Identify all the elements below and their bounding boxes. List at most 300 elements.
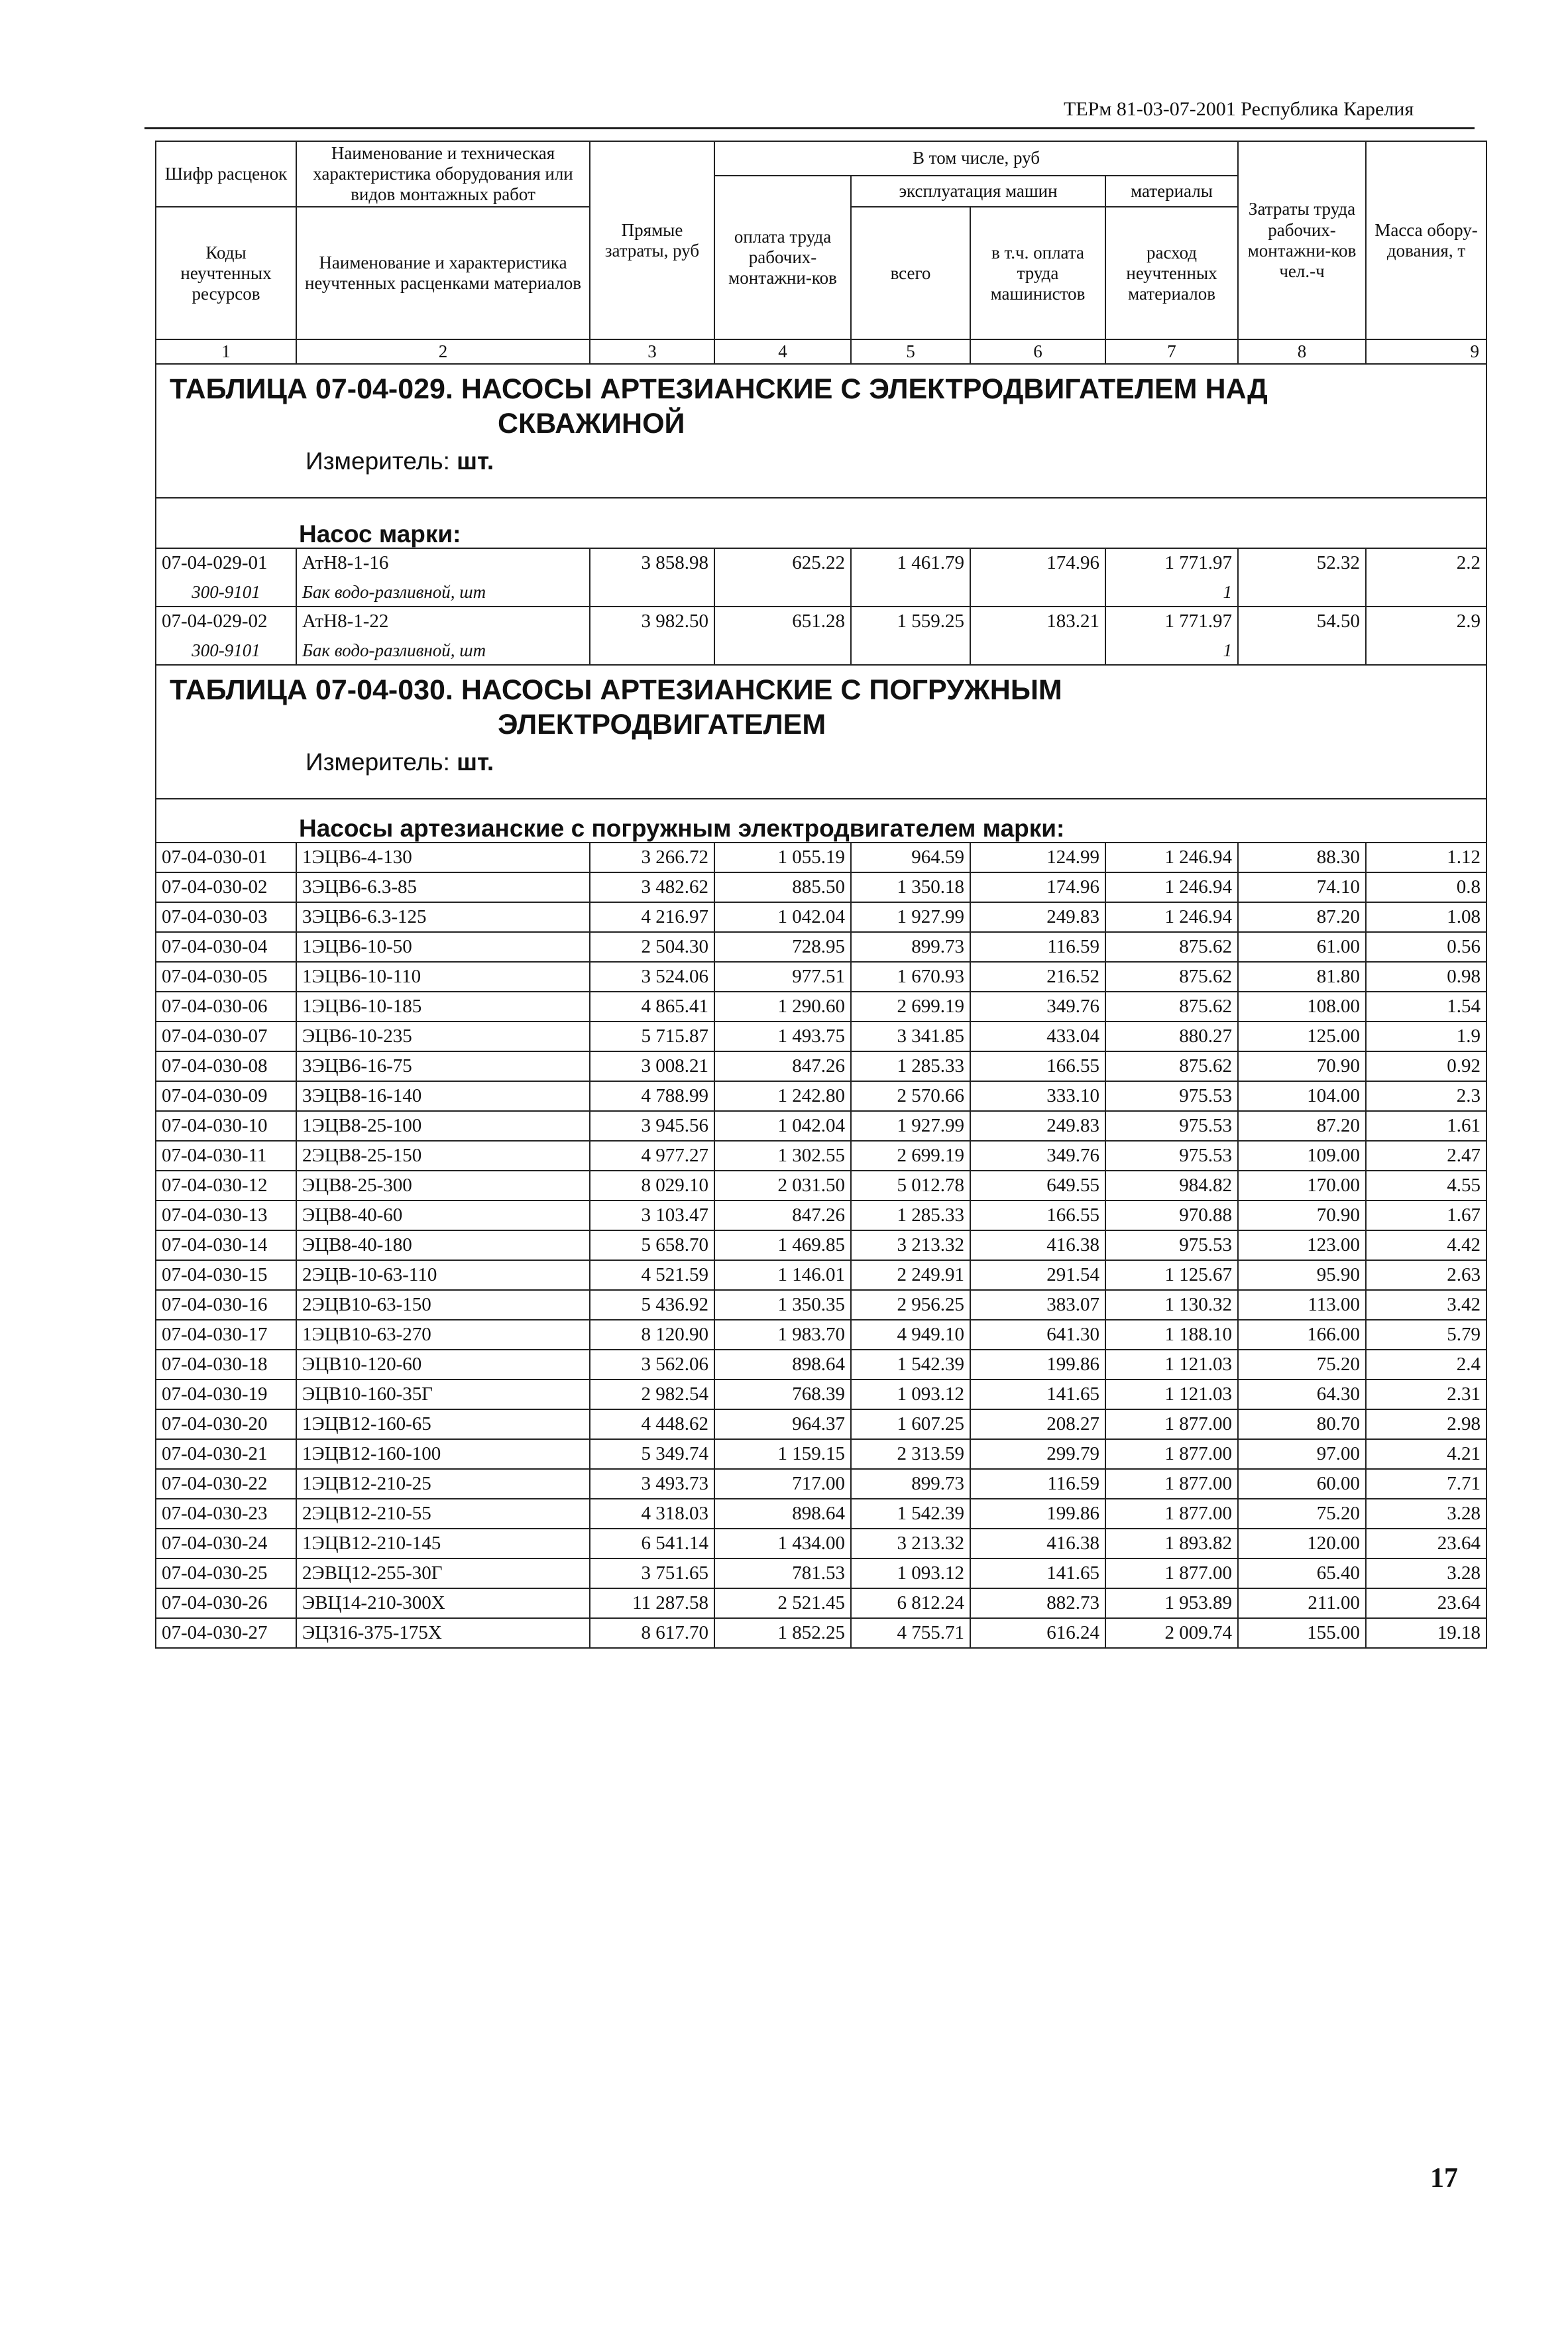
empty-cell xyxy=(1238,577,1366,607)
labor-cost: 1 434.00 xyxy=(714,1529,851,1558)
equipment-name: АтН8-1-22 xyxy=(296,607,590,636)
machinist-cost: 882.73 xyxy=(970,1588,1105,1618)
labor-hours: 97.00 xyxy=(1238,1439,1366,1469)
rate-code: 07-04-030-02 xyxy=(156,872,296,902)
labor-hours: 95.90 xyxy=(1238,1260,1366,1290)
labor-hours: 75.20 xyxy=(1238,1350,1366,1379)
table2-unit: Измеритель: шт. xyxy=(306,748,494,776)
labor-cost: 1 493.75 xyxy=(714,1022,851,1051)
empty-cell xyxy=(590,636,714,665)
materials-cost: 1 246.94 xyxy=(1105,872,1238,902)
rate-code: 07-04-030-08 xyxy=(156,1051,296,1081)
labor-cost: 1 055.19 xyxy=(714,843,851,872)
labor-cost: 728.95 xyxy=(714,932,851,962)
rate-code: 07-04-030-13 xyxy=(156,1201,296,1230)
equipment-name: 1ЭЦВ6-10-185 xyxy=(296,992,590,1022)
direct-cost: 3 482.62 xyxy=(590,872,714,902)
col-number: 4 xyxy=(714,339,851,364)
machinist-cost: 383.07 xyxy=(970,1290,1105,1320)
materials-cost: 1 877.00 xyxy=(1105,1409,1238,1439)
machinist-cost: 199.86 xyxy=(970,1350,1105,1379)
empty-cell xyxy=(851,636,970,665)
direct-cost: 2 504.30 xyxy=(590,932,714,962)
equipment-mass: 23.64 xyxy=(1366,1529,1486,1558)
materials-cost: 1 877.00 xyxy=(1105,1469,1238,1499)
equipment-name: ЭЦВ8-40-60 xyxy=(296,1201,590,1230)
equipment-name: 2ЭЦВ8-25-150 xyxy=(296,1141,590,1171)
col-number: 3 xyxy=(590,339,714,364)
equipment-mass: 2.4 xyxy=(1366,1350,1486,1379)
col-labor-header: оплата труда рабочих-монтажни-ков xyxy=(714,176,851,339)
machinist-cost: 174.96 xyxy=(970,872,1105,902)
labor-cost: 898.64 xyxy=(714,1350,851,1379)
machinist-cost: 208.27 xyxy=(970,1409,1105,1439)
col-mach-total-header: всего xyxy=(851,207,970,339)
col-direct-header: Прямые затраты, руб xyxy=(590,141,714,339)
direct-cost: 4 865.41 xyxy=(590,992,714,1022)
equipment-mass: 4.42 xyxy=(1366,1230,1486,1260)
equipment-mass: 1.9 xyxy=(1366,1022,1486,1051)
direct-cost: 2 982.54 xyxy=(590,1379,714,1409)
equipment-name: 1ЭЦВ12-210-25 xyxy=(296,1469,590,1499)
direct-cost: 4 788.99 xyxy=(590,1081,714,1111)
labor-hours: 54.50 xyxy=(1238,607,1366,636)
equipment-mass: 0.98 xyxy=(1366,962,1486,992)
labor-cost: 1 469.85 xyxy=(714,1230,851,1260)
machine-cost: 1 670.93 xyxy=(851,962,970,992)
labor-cost: 977.51 xyxy=(714,962,851,992)
machine-cost: 1 542.39 xyxy=(851,1499,970,1529)
rate-code: 07-04-030-26 xyxy=(156,1588,296,1618)
machine-cost: 3 213.32 xyxy=(851,1230,970,1260)
rate-code: 07-04-030-27 xyxy=(156,1618,296,1648)
direct-cost: 5 658.70 xyxy=(590,1230,714,1260)
equipment-name: 3ЭЦВ6-16-75 xyxy=(296,1051,590,1081)
labor-hours: 74.10 xyxy=(1238,872,1366,902)
page-number: 17 xyxy=(1430,2163,1458,2194)
equipment-mass: 2.63 xyxy=(1366,1260,1486,1290)
materials-cost: 1 121.03 xyxy=(1105,1379,1238,1409)
table-row xyxy=(156,1618,1486,1648)
table1-unit: Измеритель: шт. xyxy=(306,447,494,475)
rate-code: 07-04-030-03 xyxy=(156,902,296,932)
machine-cost: 4 949.10 xyxy=(851,1320,970,1350)
equipment-mass: 3.28 xyxy=(1366,1499,1486,1529)
equipment-name: ЭВЦ14-210-300Х xyxy=(296,1588,590,1618)
labor-cost: 2 521.45 xyxy=(714,1588,851,1618)
materials-cost: 1 771.97 xyxy=(1105,548,1238,577)
rate-code: 07-04-029-02 xyxy=(156,607,296,636)
table-row xyxy=(156,1141,1486,1171)
materials-cost: 970.88 xyxy=(1105,1201,1238,1230)
machine-cost: 1 461.79 xyxy=(851,548,970,577)
machine-cost: 3 341.85 xyxy=(851,1022,970,1051)
empty-cell xyxy=(590,577,714,607)
labor-cost: 1 852.25 xyxy=(714,1618,851,1648)
machine-cost: 1 607.25 xyxy=(851,1409,970,1439)
col-number: 9 xyxy=(1366,339,1486,364)
resource-code: 300-9101 xyxy=(156,577,296,607)
direct-cost: 8 029.10 xyxy=(590,1171,714,1201)
equipment-name: 2ЭВЦ12-255-30Г xyxy=(296,1558,590,1588)
machinist-cost: 166.55 xyxy=(970,1201,1105,1230)
table-row xyxy=(156,1290,1486,1320)
materials-cost: 1 125.67 xyxy=(1105,1260,1238,1290)
equipment-mass: 0.92 xyxy=(1366,1051,1486,1081)
machinist-cost: 183.21 xyxy=(970,607,1105,636)
col-number: 5 xyxy=(851,339,970,364)
table-row xyxy=(156,932,1486,962)
rate-code: 07-04-030-07 xyxy=(156,1022,296,1051)
materials-cost: 975.53 xyxy=(1105,1111,1238,1141)
labor-hours: 61.00 xyxy=(1238,932,1366,962)
materials-cost: 1 771.97 xyxy=(1105,607,1238,636)
machinist-cost: 199.86 xyxy=(970,1499,1105,1529)
direct-cost: 3 103.47 xyxy=(590,1201,714,1230)
labor-hours: 170.00 xyxy=(1238,1171,1366,1201)
labor-hours: 155.00 xyxy=(1238,1618,1366,1648)
direct-cost: 5 715.87 xyxy=(590,1022,714,1051)
empty-cell xyxy=(714,636,851,665)
table-header xyxy=(156,141,1486,364)
labor-hours: 87.20 xyxy=(1238,1111,1366,1141)
labor-hours: 88.30 xyxy=(1238,843,1366,872)
col-code-header: Шифр расценок xyxy=(156,141,296,207)
table-row xyxy=(156,1051,1486,1081)
materials-cost: 875.62 xyxy=(1105,932,1238,962)
labor-cost: 1 242.80 xyxy=(714,1081,851,1111)
machinist-cost: 333.10 xyxy=(970,1081,1105,1111)
equipment-mass: 0.8 xyxy=(1366,872,1486,902)
resource-name: Бак водо-разливной, шт xyxy=(296,636,590,665)
machine-cost: 1 093.12 xyxy=(851,1558,970,1588)
machine-cost: 2 699.19 xyxy=(851,992,970,1022)
table-row xyxy=(156,962,1486,992)
materials-cost: 875.62 xyxy=(1105,1051,1238,1081)
labor-hours: 65.40 xyxy=(1238,1558,1366,1588)
materials-cost: 1 130.32 xyxy=(1105,1290,1238,1320)
machine-cost: 2 249.91 xyxy=(851,1260,970,1290)
equipment-mass: 5.79 xyxy=(1366,1320,1486,1350)
equipment-name: ЭЦВ10-120-60 xyxy=(296,1350,590,1379)
equipment-mass: 2.47 xyxy=(1366,1141,1486,1171)
rate-code: 07-04-030-23 xyxy=(156,1499,296,1529)
rate-code: 07-04-030-04 xyxy=(156,932,296,962)
direct-cost: 3 493.73 xyxy=(590,1469,714,1499)
direct-cost: 8 120.90 xyxy=(590,1320,714,1350)
machine-cost: 1 285.33 xyxy=(851,1201,970,1230)
materials-cost: 1 877.00 xyxy=(1105,1558,1238,1588)
resource-name: Бак водо-разливной, шт xyxy=(296,577,590,607)
rate-code: 07-04-030-12 xyxy=(156,1171,296,1201)
machinist-cost: 249.83 xyxy=(970,902,1105,932)
direct-cost: 3 008.21 xyxy=(590,1051,714,1081)
col-materials-header: расход неучтенных материалов xyxy=(1105,207,1238,339)
col-resource-code-header: Коды неучтенных ресурсов xyxy=(156,207,296,339)
labor-hours: 75.20 xyxy=(1238,1499,1366,1529)
col-number: 2 xyxy=(296,339,590,364)
machine-cost: 1 927.99 xyxy=(851,902,970,932)
table-row xyxy=(156,1588,1486,1618)
resource-code: 300-9101 xyxy=(156,636,296,665)
equipment-mass: 1.61 xyxy=(1366,1111,1486,1141)
price-table xyxy=(155,141,1487,1649)
equipment-mass: 4.55 xyxy=(1366,1171,1486,1201)
equipment-name: 1ЭЦВ12-160-65 xyxy=(296,1409,590,1439)
equipment-mass: 3.42 xyxy=(1366,1290,1486,1320)
direct-cost: 3 751.65 xyxy=(590,1558,714,1588)
materials-cost: 975.53 xyxy=(1105,1230,1238,1260)
labor-cost: 768.39 xyxy=(714,1379,851,1409)
table-row xyxy=(156,1320,1486,1350)
col-number: 7 xyxy=(1105,339,1238,364)
machine-cost: 2 313.59 xyxy=(851,1439,970,1469)
labor-cost: 898.64 xyxy=(714,1499,851,1529)
equipment-name: 1ЭЦВ10-63-270 xyxy=(296,1320,590,1350)
table1-title: ТАБЛИЦА 07-04-029. НАСОСЫ АРТЕЗИАНСКИЕ С ЭЛЕКТРОДВИГАТЕЛЕМ НАД СКВАЖИНОЙ xyxy=(170,373,1268,440)
rate-code: 07-04-030-21 xyxy=(156,1439,296,1469)
rate-code: 07-04-030-01 xyxy=(156,843,296,872)
document-header: ТЕРм 81-03-07-2001 Республика Карелия xyxy=(1064,98,1414,120)
empty-cell xyxy=(1366,577,1486,607)
table-row xyxy=(156,1469,1486,1499)
equipment-mass: 1.08 xyxy=(1366,902,1486,932)
equipment-name: АтН8-1-16 xyxy=(296,548,590,577)
labor-cost: 651.28 xyxy=(714,607,851,636)
direct-cost: 3 562.06 xyxy=(590,1350,714,1379)
equipment-name: 1ЭЦВ6-4-130 xyxy=(296,843,590,872)
empty-cell xyxy=(714,577,851,607)
column-numbers-row xyxy=(156,339,1486,364)
equipment-mass: 1.67 xyxy=(1366,1201,1486,1230)
table2-title: ТАБЛИЦА 07-04-030. НАСОСЫ АРТЕЗИАНСКИЕ С ПОГРУЖНЫМ ЭЛЕКТРОДВИГАТЕЛЕМ xyxy=(170,674,1062,740)
table-row xyxy=(156,843,1486,872)
rate-code: 07-04-030-09 xyxy=(156,1081,296,1111)
labor-cost: 625.22 xyxy=(714,548,851,577)
equipment-name: ЭЦВ10-160-35Г xyxy=(296,1379,590,1409)
equipment-mass: 23.64 xyxy=(1366,1588,1486,1618)
equipment-mass: 2.9 xyxy=(1366,607,1486,636)
rate-code: 07-04-030-11 xyxy=(156,1141,296,1171)
labor-hours: 109.00 xyxy=(1238,1141,1366,1171)
machine-cost: 2 956.25 xyxy=(851,1290,970,1320)
materials-cost: 875.62 xyxy=(1105,992,1238,1022)
direct-cost: 4 318.03 xyxy=(590,1499,714,1529)
rate-code: 07-04-030-16 xyxy=(156,1290,296,1320)
table-row xyxy=(156,1022,1486,1051)
empty-cell xyxy=(851,577,970,607)
labor-cost: 1 983.70 xyxy=(714,1320,851,1350)
table-row xyxy=(156,607,1486,636)
direct-cost: 3 858.98 xyxy=(590,548,714,577)
rate-code: 07-04-030-24 xyxy=(156,1529,296,1558)
equipment-name: 1ЭЦВ6-10-50 xyxy=(296,932,590,962)
labor-hours: 125.00 xyxy=(1238,1022,1366,1051)
equipment-name: 2ЭЦВ10-63-150 xyxy=(296,1290,590,1320)
rate-code: 07-04-030-25 xyxy=(156,1558,296,1588)
equipment-mass: 4.21 xyxy=(1366,1439,1486,1469)
machinist-cost: 616.24 xyxy=(970,1618,1105,1648)
machine-cost: 1 285.33 xyxy=(851,1051,970,1081)
equipment-mass: 3.28 xyxy=(1366,1558,1486,1588)
table-row xyxy=(156,548,1486,577)
table-row xyxy=(156,1260,1486,1290)
direct-cost: 4 521.59 xyxy=(590,1260,714,1290)
table-row xyxy=(156,902,1486,932)
labor-cost: 1 042.04 xyxy=(714,902,851,932)
table2-body xyxy=(156,665,1486,1648)
rate-code: 07-04-030-06 xyxy=(156,992,296,1022)
rate-code: 07-04-030-20 xyxy=(156,1409,296,1439)
machinist-cost: 166.55 xyxy=(970,1051,1105,1081)
machinist-cost: 174.96 xyxy=(970,548,1105,577)
table-row xyxy=(156,1201,1486,1230)
machinist-cost: 216.52 xyxy=(970,962,1105,992)
direct-cost: 6 541.14 xyxy=(590,1529,714,1558)
table-row xyxy=(156,1230,1486,1260)
machinist-cost: 349.76 xyxy=(970,1141,1105,1171)
direct-cost: 3 266.72 xyxy=(590,843,714,872)
machine-cost: 1 559.25 xyxy=(851,607,970,636)
machine-cost: 2 699.19 xyxy=(851,1141,970,1171)
equipment-mass: 2.2 xyxy=(1366,548,1486,577)
table-row xyxy=(156,1350,1486,1379)
machine-cost: 1 542.39 xyxy=(851,1350,970,1379)
equipment-name: 1ЭЦВ6-10-110 xyxy=(296,962,590,992)
labor-hours: 123.00 xyxy=(1238,1230,1366,1260)
rate-code: 07-04-030-05 xyxy=(156,962,296,992)
table-row xyxy=(156,1081,1486,1111)
equipment-mass: 0.56 xyxy=(1366,932,1486,962)
labor-cost: 847.26 xyxy=(714,1051,851,1081)
materials-cost: 2 009.74 xyxy=(1105,1618,1238,1648)
machinist-cost: 124.99 xyxy=(970,843,1105,872)
table-row xyxy=(156,872,1486,902)
direct-cost: 8 617.70 xyxy=(590,1618,714,1648)
table1-group-header: Насос марки: xyxy=(156,498,1486,548)
col-number: 6 xyxy=(970,339,1105,364)
materials-cost: 1 246.94 xyxy=(1105,843,1238,872)
resource-row xyxy=(156,636,1486,665)
materials-cost: 975.53 xyxy=(1105,1081,1238,1111)
materials-cost: 975.53 xyxy=(1105,1141,1238,1171)
labor-cost: 2 031.50 xyxy=(714,1171,851,1201)
machinist-cost: 433.04 xyxy=(970,1022,1105,1051)
machine-cost: 899.73 xyxy=(851,932,970,962)
machine-cost: 1 093.12 xyxy=(851,1379,970,1409)
labor-hours: 70.90 xyxy=(1238,1051,1366,1081)
labor-hours: 81.80 xyxy=(1238,962,1366,992)
col-materials-group-header: материалы xyxy=(1105,176,1238,207)
resource-quantity: 1 xyxy=(1105,636,1238,665)
empty-cell xyxy=(970,577,1105,607)
materials-cost: 1 188.10 xyxy=(1105,1320,1238,1350)
materials-cost: 1 121.03 xyxy=(1105,1350,1238,1379)
machinist-cost: 291.54 xyxy=(970,1260,1105,1290)
machinist-cost: 249.83 xyxy=(970,1111,1105,1141)
machinist-cost: 116.59 xyxy=(970,1469,1105,1499)
labor-cost: 847.26 xyxy=(714,1201,851,1230)
table-row xyxy=(156,1409,1486,1439)
resource-row xyxy=(156,577,1486,607)
machine-cost: 1 350.18 xyxy=(851,872,970,902)
machinist-cost: 141.65 xyxy=(970,1379,1105,1409)
table-row xyxy=(156,1171,1486,1201)
direct-cost: 5 436.92 xyxy=(590,1290,714,1320)
table-row xyxy=(156,1379,1486,1409)
direct-cost: 4 216.97 xyxy=(590,902,714,932)
equipment-name: 1ЭЦВ12-160-100 xyxy=(296,1439,590,1469)
direct-cost: 3 945.56 xyxy=(590,1111,714,1141)
equipment-name: ЭЦВ8-25-300 xyxy=(296,1171,590,1201)
col-number: 1 xyxy=(156,339,296,364)
table-row xyxy=(156,1439,1486,1469)
labor-cost: 964.37 xyxy=(714,1409,851,1439)
machine-cost: 2 570.66 xyxy=(851,1081,970,1111)
equipment-name: 1ЭЦВ12-210-145 xyxy=(296,1529,590,1558)
table-row xyxy=(156,1529,1486,1558)
labor-hours: 120.00 xyxy=(1238,1529,1366,1558)
direct-cost: 5 349.74 xyxy=(590,1439,714,1469)
machinist-cost: 349.76 xyxy=(970,992,1105,1022)
table1-body xyxy=(156,364,1486,665)
equipment-name: 2ЭЦВ-10-63-110 xyxy=(296,1260,590,1290)
equipment-mass: 1.12 xyxy=(1366,843,1486,872)
equipment-name: 2ЭЦВ12-210-55 xyxy=(296,1499,590,1529)
machine-cost: 1 927.99 xyxy=(851,1111,970,1141)
col-mach-labor-header: в т.ч. оплата труда машинистов xyxy=(970,207,1105,339)
rate-code: 07-04-030-14 xyxy=(156,1230,296,1260)
labor-hours: 80.70 xyxy=(1238,1409,1366,1439)
labor-hours: 108.00 xyxy=(1238,992,1366,1022)
equipment-mass: 19.18 xyxy=(1366,1618,1486,1648)
labor-cost: 1 302.55 xyxy=(714,1141,851,1171)
machine-cost: 3 213.32 xyxy=(851,1529,970,1558)
col-incl-header: В том числе, руб xyxy=(714,141,1238,176)
table2-group-header: Насосы артезианские с погружным электродвигателем марки: xyxy=(156,799,1486,843)
equipment-mass: 2.31 xyxy=(1366,1379,1486,1409)
materials-cost: 1 246.94 xyxy=(1105,902,1238,932)
equipment-name: 3ЭЦВ6-6.3-85 xyxy=(296,872,590,902)
materials-cost: 1 877.00 xyxy=(1105,1499,1238,1529)
machinist-cost: 416.38 xyxy=(970,1230,1105,1260)
equipment-name: ЭЦВ8-40-180 xyxy=(296,1230,590,1260)
machine-cost: 964.59 xyxy=(851,843,970,872)
table-row xyxy=(156,1499,1486,1529)
col-mass-header: Масса обору-дования, т xyxy=(1366,141,1486,339)
rate-code: 07-04-030-18 xyxy=(156,1350,296,1379)
direct-cost: 3 982.50 xyxy=(590,607,714,636)
table2-title-block xyxy=(156,665,1486,799)
labor-hours: 166.00 xyxy=(1238,1320,1366,1350)
machinist-cost: 416.38 xyxy=(970,1529,1105,1558)
header-rule xyxy=(144,127,1475,129)
col-material-name-header: Наименование и характеристика неучтенных расценками материалов xyxy=(296,207,590,339)
labor-hours: 64.30 xyxy=(1238,1379,1366,1409)
labor-hours: 211.00 xyxy=(1238,1588,1366,1618)
materials-cost: 1 877.00 xyxy=(1105,1439,1238,1469)
equipment-name: ЭЦВ6-10-235 xyxy=(296,1022,590,1051)
equipment-mass: 2.3 xyxy=(1366,1081,1486,1111)
direct-cost: 4 448.62 xyxy=(590,1409,714,1439)
col-labor-hours-header: Затраты труда рабочих-монтажни-ков чел.-ч xyxy=(1238,141,1366,339)
machinist-cost: 299.79 xyxy=(970,1439,1105,1469)
labor-cost: 885.50 xyxy=(714,872,851,902)
labor-cost: 1 159.15 xyxy=(714,1439,851,1469)
materials-cost: 875.62 xyxy=(1105,962,1238,992)
equipment-mass: 2.98 xyxy=(1366,1409,1486,1439)
equipment-name: 3ЭЦВ6-6.3-125 xyxy=(296,902,590,932)
